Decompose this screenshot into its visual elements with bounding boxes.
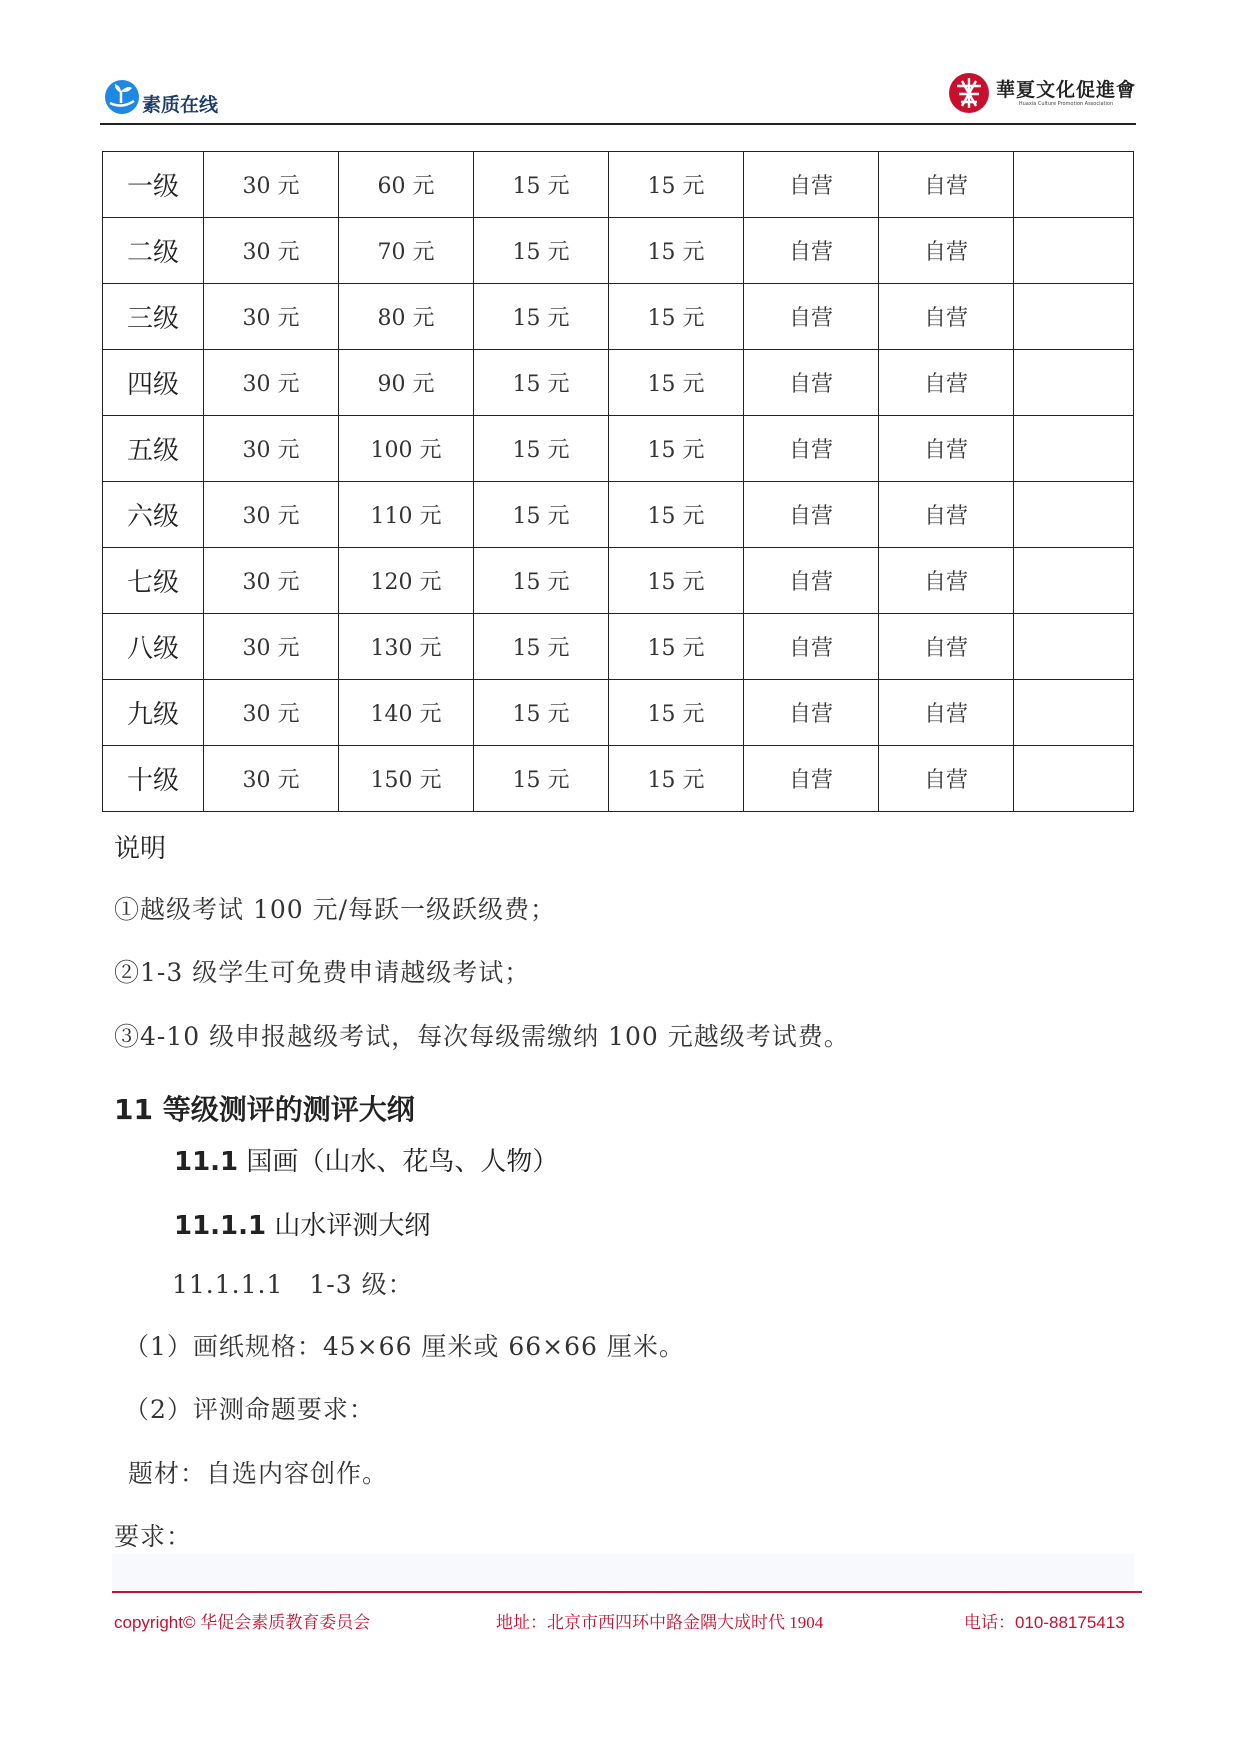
table-cell: 30 元 <box>204 614 339 680</box>
table-row <box>103 416 1134 482</box>
table-cell: 自营 <box>744 680 879 746</box>
table-cell: 15 元 <box>474 416 609 482</box>
table-cell: 60 元 <box>339 152 474 218</box>
association-name-cn: 華夏文化促進會 <box>995 79 1136 101</box>
table-row <box>103 614 1134 680</box>
subsubsection-number: 11.1.1 <box>174 1211 267 1241</box>
table-cell: 130 元 <box>339 614 474 680</box>
table-cell: 自营 <box>879 548 1014 614</box>
table-cell: 自营 <box>744 416 879 482</box>
subsection-title: 国画（山水、花鸟、人物） <box>238 1147 559 1177</box>
table-cell: 30 元 <box>204 548 339 614</box>
table-cell: 15 元 <box>474 482 609 548</box>
table-cell: 自营 <box>744 746 879 812</box>
table-cell <box>1014 548 1134 614</box>
table-cell: 15 元 <box>609 482 744 548</box>
subsubsection-heading <box>174 1205 430 1242</box>
subject-line: 题材：自选内容创作。 <box>128 1459 389 1488</box>
table-cell: 140 元 <box>339 680 474 746</box>
table-cell: 自营 <box>744 548 879 614</box>
table-cell: 15 元 <box>609 746 744 812</box>
table-cell: 30 元 <box>204 680 339 746</box>
table-cell: 15 元 <box>474 746 609 812</box>
table-cell: 110 元 <box>339 482 474 548</box>
table-cell: 自营 <box>744 350 879 416</box>
requirement-line: 要求： <box>114 1522 193 1551</box>
subsection-number: 11.1 <box>174 1147 239 1177</box>
table-cell: 15 元 <box>474 548 609 614</box>
table-cell: 自营 <box>879 482 1014 548</box>
table-cell: 自营 <box>879 416 1014 482</box>
level-cell: 三级 <box>103 284 204 350</box>
spec-item-1: （1）画纸规格：45×66 厘米或 66×66 厘米。 <box>124 1332 685 1361</box>
footer-divider <box>112 1591 1142 1593</box>
table-cell: 30 元 <box>204 482 339 548</box>
brand-name-left: 素质在线 <box>142 94 219 116</box>
table-cell: 30 元 <box>204 284 339 350</box>
table-cell: 120 元 <box>339 548 474 614</box>
table-cell: 15 元 <box>609 680 744 746</box>
level-cell: 七级 <box>103 548 204 614</box>
section-heading: 11 等级测评的测评大纲 <box>114 1093 415 1126</box>
table-cell: 100 元 <box>339 416 474 482</box>
table-cell: 30 元 <box>204 350 339 416</box>
table-cell: 150 元 <box>339 746 474 812</box>
table-cell: 15 元 <box>609 548 744 614</box>
table-cell: 自营 <box>744 614 879 680</box>
level-cell: 十级 <box>103 746 204 812</box>
table-cell: 15 元 <box>474 614 609 680</box>
table-cell: 15 元 <box>474 218 609 284</box>
table-cell: 30 元 <box>204 746 339 812</box>
table-cell: 15 元 <box>609 284 744 350</box>
table-cell <box>1014 350 1134 416</box>
table-cell: 15 元 <box>609 416 744 482</box>
table-cell: 30 元 <box>204 218 339 284</box>
table-row <box>103 548 1134 614</box>
table-cell: 自营 <box>744 218 879 284</box>
association-seal-icon <box>948 72 990 114</box>
table-cell: 15 元 <box>474 350 609 416</box>
table-row <box>103 152 1134 218</box>
table-row <box>103 746 1134 812</box>
table-cell <box>1014 680 1134 746</box>
notes-title: 说明 <box>114 834 167 864</box>
table-cell <box>1014 614 1134 680</box>
level-cell: 八级 <box>103 614 204 680</box>
huaxia-association-logo <box>948 72 1136 114</box>
level-cell: 一级 <box>103 152 204 218</box>
table-cell <box>1014 218 1134 284</box>
subsection-heading <box>174 1141 558 1178</box>
suzhi-zaixian-logo <box>104 76 218 117</box>
table-cell: 80 元 <box>339 284 474 350</box>
table-cell <box>1014 416 1134 482</box>
level-fee-table <box>102 151 1134 812</box>
table-cell: 15 元 <box>609 350 744 416</box>
level-cell: 二级 <box>103 218 204 284</box>
footer-phone: 电话：010-88175413 <box>964 1613 1125 1632</box>
sprout-globe-icon <box>104 79 140 115</box>
table-cell: 30 元 <box>204 416 339 482</box>
table-cell: 自营 <box>879 350 1014 416</box>
note-item: ①越级考试 100 元/每跃一级跃级费； <box>114 895 557 924</box>
table-cell: 自营 <box>879 680 1014 746</box>
note-item: ②1-3 级学生可免费申请越级考试； <box>114 958 531 987</box>
level-cell: 九级 <box>103 680 204 746</box>
table-cell: 70 元 <box>339 218 474 284</box>
note-item: ③4-10 级申报越级考试，每次每级需缴纳 100 元越级考试费。 <box>114 1022 850 1051</box>
table-cell: 自营 <box>879 152 1014 218</box>
table-cell <box>1014 746 1134 812</box>
level-line: 11.1.1.1 1-3 级： <box>172 1270 414 1299</box>
table-cell <box>1014 482 1134 548</box>
table-cell: 自营 <box>879 218 1014 284</box>
table-cell: 15 元 <box>474 680 609 746</box>
table-cell: 自营 <box>744 482 879 548</box>
text-shade <box>112 1554 1134 1592</box>
table-cell: 30 元 <box>204 152 339 218</box>
table-cell: 90 元 <box>339 350 474 416</box>
table-cell: 自营 <box>744 152 879 218</box>
level-cell: 六级 <box>103 482 204 548</box>
subsubsection-title: 山水评测大纲 <box>266 1211 431 1241</box>
spec-item-2: （2）评测命题要求： <box>124 1395 375 1424</box>
footer-copyright: copyright© 华促会素质教育委员会 <box>114 1613 371 1632</box>
table-cell <box>1014 152 1134 218</box>
table-row <box>103 482 1134 548</box>
table-row <box>103 680 1134 746</box>
association-name-en: Huaxia Culture Promotion Association <box>1018 101 1114 107</box>
table-cell: 15 元 <box>609 152 744 218</box>
level-cell: 四级 <box>103 350 204 416</box>
footer-address: 地址：北京市西四环中路金隅大成时代 1904 <box>496 1613 824 1632</box>
table-row <box>103 284 1134 350</box>
table-cell: 15 元 <box>609 218 744 284</box>
table-row <box>103 218 1134 284</box>
level-cell: 五级 <box>103 416 204 482</box>
header-divider <box>100 123 1136 125</box>
table-cell: 15 元 <box>474 152 609 218</box>
table-cell: 自营 <box>879 284 1014 350</box>
table-cell: 自营 <box>744 284 879 350</box>
page-header <box>100 72 1136 124</box>
table-cell <box>1014 284 1134 350</box>
table-cell: 自营 <box>879 746 1014 812</box>
table-cell: 自营 <box>879 614 1014 680</box>
table-row <box>103 350 1134 416</box>
table-cell: 15 元 <box>474 284 609 350</box>
table-cell: 15 元 <box>609 614 744 680</box>
